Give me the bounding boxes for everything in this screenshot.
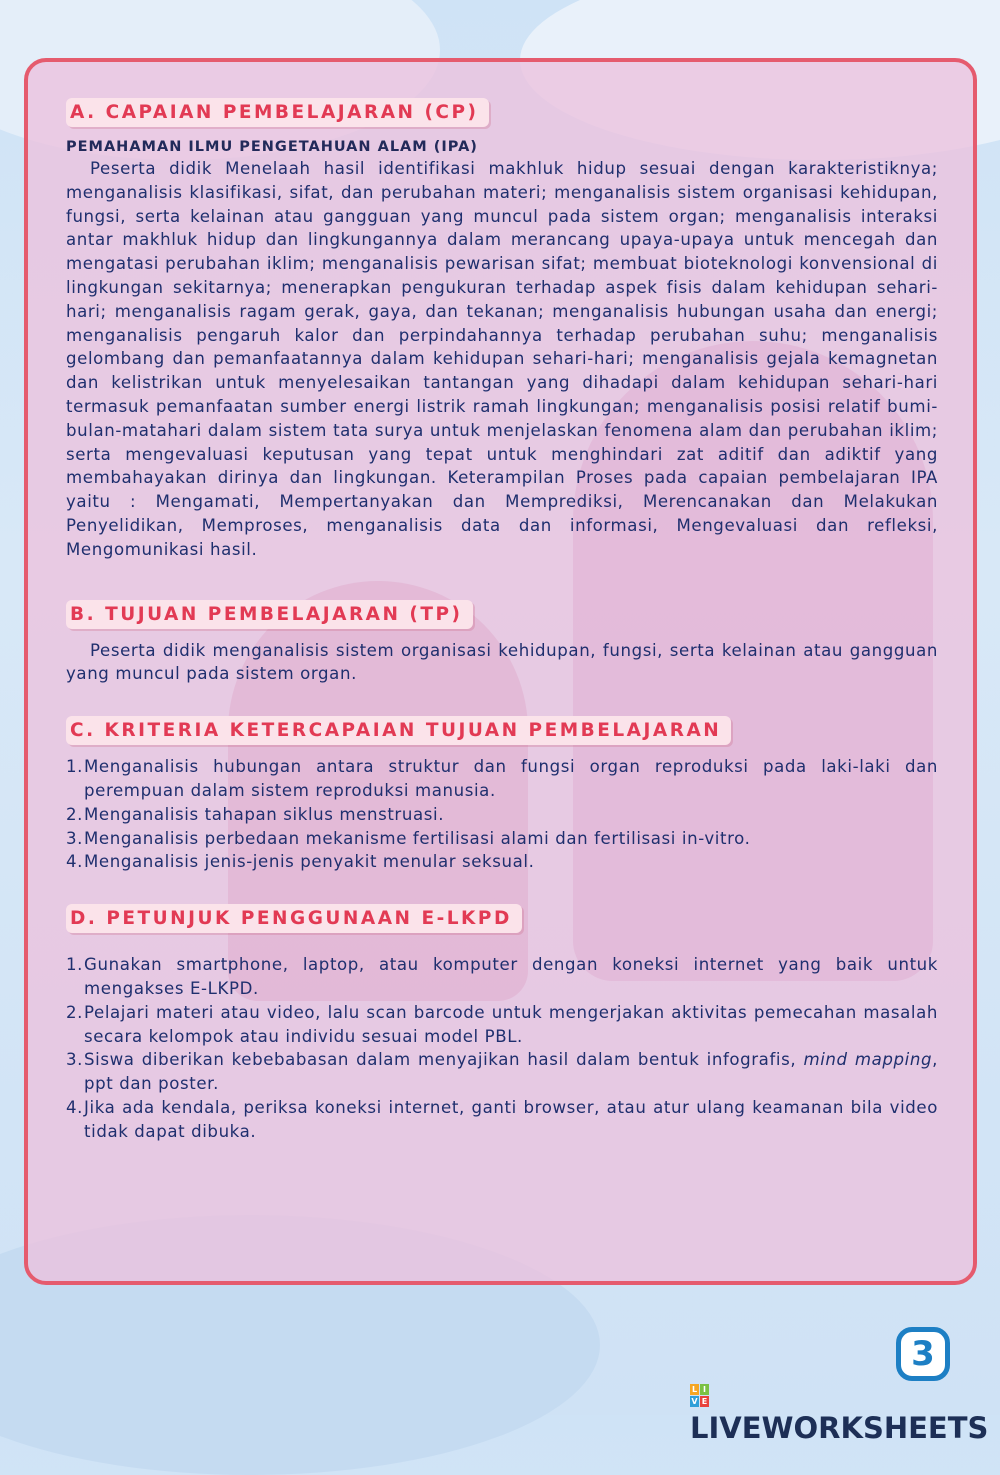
tp-paragraph: Peserta didik menganalisis sistem organisasi kehidupan, fungsi, serta kelainan atau gangguan yang muncul pada sistem organ.: [66, 640, 938, 684]
list-item: 4. Menganalisis jenis-jenis penyakit menular seksual.: [66, 852, 535, 872]
section-cp: [66, 98, 938, 562]
worksheet-content: [66, 98, 938, 1144]
list-item: 1. Menganalisis hubungan antara struktur dan fungsi organ reproduksi pada laki-laki dan perempuan dalam sistem reproduksi manusia.: [66, 757, 938, 800]
section-tp: [66, 600, 938, 687]
list-item: 3. Siswa diberikan kebebabasan dalam menyajikan hasil dalam bentuk infografis, mind mapping, ppt dan poster.: [66, 1050, 938, 1094]
subheading-ipa: PEMAHAMAN ILMU PENGETAHUAN ALAM (IPA): [66, 139, 478, 155]
list-item: 3. Menganalisis perbedaan mekanisme fertilisasi alami dan fertilisasi in-vitro.: [66, 828, 751, 848]
liveworksheets-logo[interactable]: [690, 1327, 995, 1445]
list-item: 2. Menganalisis tahapan siklus menstruasi.: [66, 804, 445, 824]
logo-wordmark: [690, 1377, 995, 1445]
section-heading-cp: A. CAPAIAN PEMBELAJARAN (CP): [66, 98, 489, 127]
section-heading-petunjuk: D. PETUNJUK PENGGUNAAN E-LKPD: [66, 904, 522, 933]
cp-paragraph: Peserta didik Menelaah hasil identifikasi makhluk hidup sesuai dengan karakteristiknya; menganalisis klasifikasi, sifat, dan perubahan materi; menganalisis sistem organisasi kehidupan, fungsi, serta kelainan atau gangguan yang muncul pada sistem organ; menganalisis interaksi antar makhluk hidup dan lingkungannya dalam merancang upaya-upaya untuk mencegah dan mengatasi perubahan iklim; menganalisis pewarisan sifat; membuat bioteknologi konvensional di lingkungan sekitarnya; menerapkan pengukuran terhadap aspek fisis dalam kehidupan sehari-hari; menganalisis ragam gerak, gaya, dan tekanan; menganalisis hubungan usaha dan energi; menganalisis pengaruh kalor dan perpindahannya terhadap perubahan suhu; menganalisis gelombang dan pemanfaatannya dalam kehidupan sehari-hari; menganalisis gejala kemagnetan dan kelistrikan untuk menyelesaikan tantangan yang dihadapi dalam kehidupan sehari-hari termasuk pemanfaatan sumber energi listrik ramah lingkungan; menganalisis posisi relatif bumi-bulan-matahari dalam sistem tata surya untuk menjelaskan fenomena alam dan perubahan iklim; serta mengevaluasi keputusan yang tepat untuk menghindari zat aditif dan adiktif yang membahayakan dirinya dan lingkungan. Keterampilan Proses pada capaian pembelajaran IPA yaitu : Mengamati, Mempertanyakan dan Memprediksi, Merencanakan dan Melakukan Penyelidikan, Memproses, menganalisis data dan informasi, Mengevaluasi dan refleksi, Mengomunikasi hasil.: [66, 159, 938, 559]
logo-text: LIVEWORKSHEETS: [690, 1411, 989, 1445]
list-item: 4. Jika ada kendala, periksa koneksi internet, ganti browser, atau atur ulang keamanan bila video tidak dapat dibuka.: [66, 1097, 938, 1141]
section-kktp: [66, 716, 938, 874]
kktp-list: [66, 755, 938, 874]
live-badge-icon: L I V E: [691, 1385, 708, 1406]
liveworksheets-icon: 3: [896, 1327, 950, 1381]
petunjuk-list: [66, 953, 938, 1143]
section-petunjuk: [66, 904, 938, 1143]
section-heading-kktp: C. KRITERIA KETERCAPAIAN TUJUAN PEMBELAJARAN: [66, 716, 731, 745]
list-item: 2. Pelajari materi atau video, lalu scan barcode untuk mengerjakan aktivitas pemecahan masalah secara kelompok atau individu sesuai model PBL.: [66, 1002, 938, 1046]
section-heading-tp: B. TUJUAN PEMBELAJARAN (TP): [66, 600, 473, 629]
list-item: 1. Gunakan smartphone, laptop, atau komputer dengan koneksi internet yang baik untuk mengakses E-LKPD.: [66, 955, 938, 998]
